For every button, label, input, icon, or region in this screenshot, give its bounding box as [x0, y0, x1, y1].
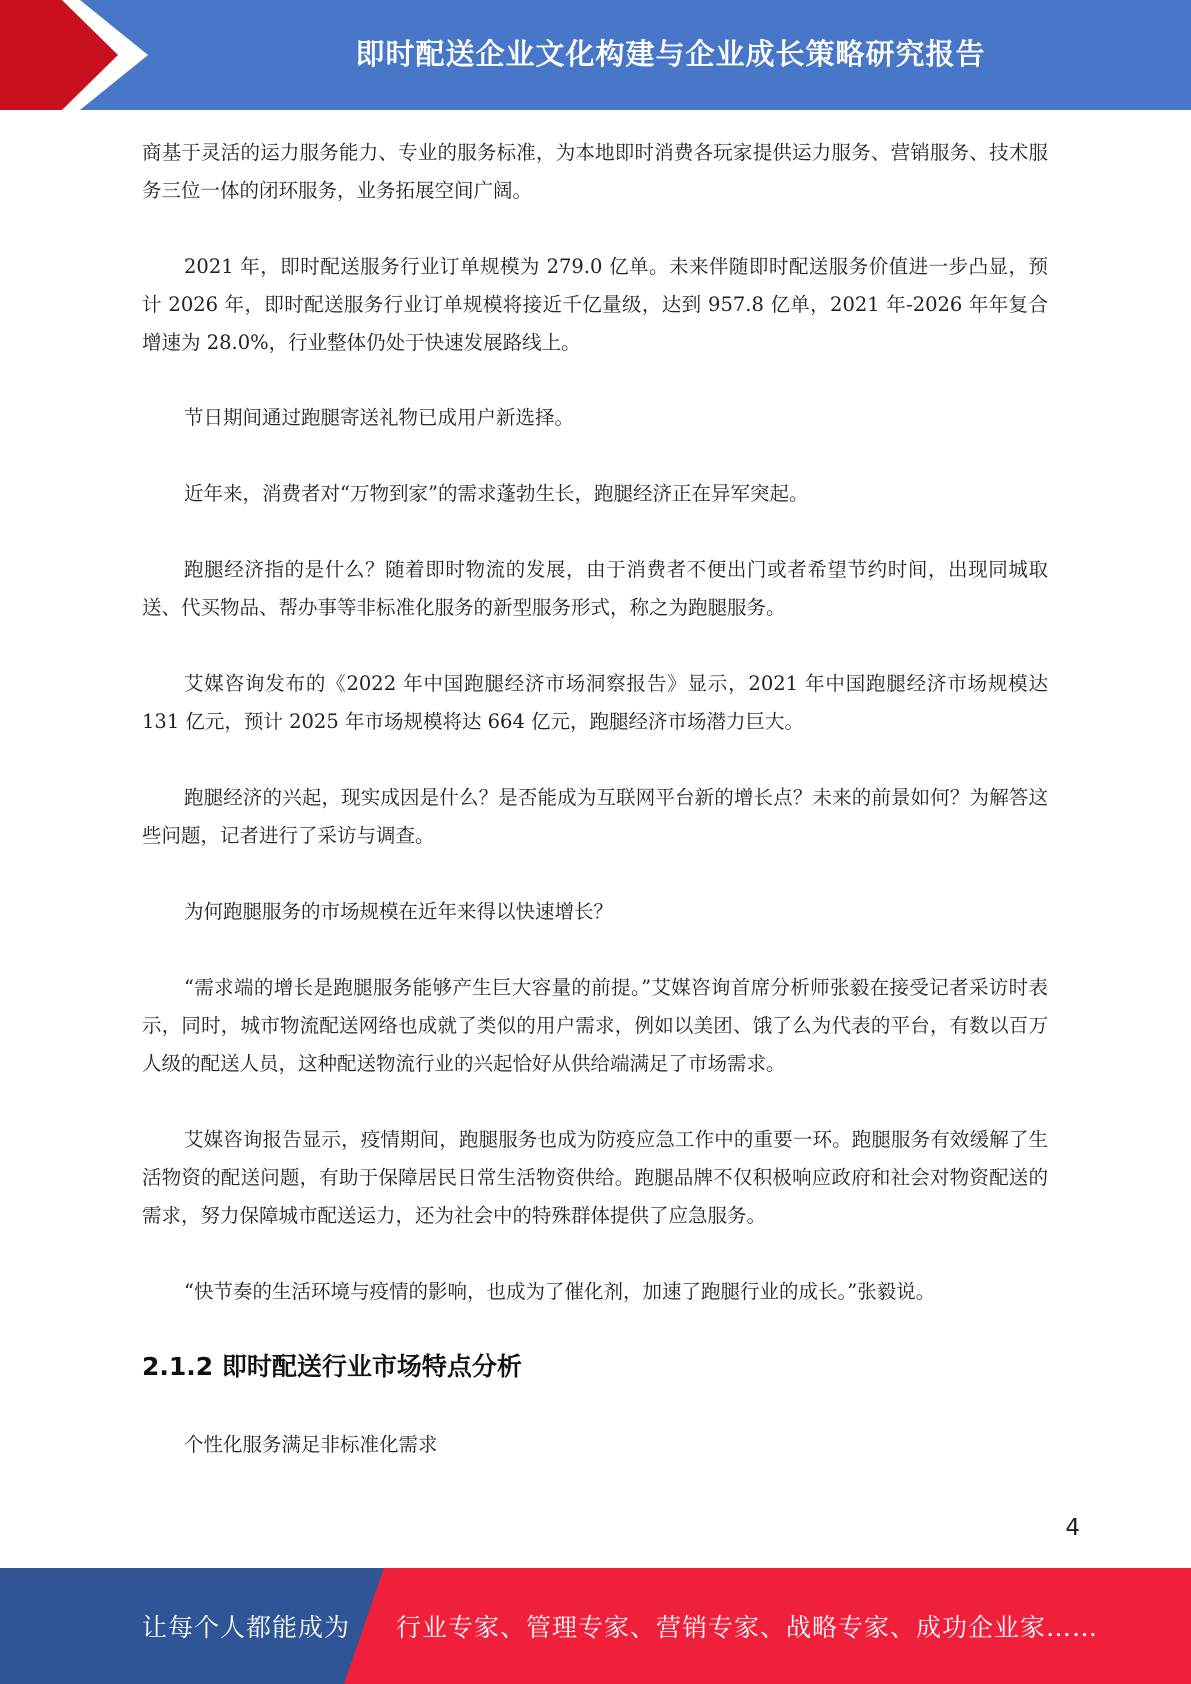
- paragraph-10: 艾媒咨询报告显示，疫情期间，跑腿服务也成为防疫应急工作中的重要一环。跑腿服务有效缓解了生活物资的配送问题，有助于保障居民日常生活物资供给。跑腿品牌不仅积极响应政府和社会对物资配送的需求，努力保障城市配送运力，还为社会中的特殊群体提供了应急服务。: [142, 1128, 1048, 1227]
- section-paragraph: 个性化服务满足非标准化需求: [184, 1433, 438, 1456]
- footer-slogan-right: 行业专家、管理专家、营销专家、战略专家、成功企业家……: [396, 1613, 1099, 1642]
- section-heading: 2.1.2 即时配送行业市场特点分析: [142, 1352, 522, 1381]
- paragraph-2: 2021 年，即时配送服务行业订单规模为 279.0 亿单。未来伴随即时配送服务价值进一步凸显，预计 2026 年，即时配送服务行业订单规模将接近千亿量级，达到 957.8 亿单，2021 年-2026 年年复合增速为 28.0%，行业整体仍处于快速发展路线上。: [142, 255, 1048, 354]
- paragraph-8: 为何跑腿服务的市场规模在近年来得以快速增长？: [184, 900, 614, 923]
- header-arrow-decoration: [0, 0, 160, 110]
- paragraph-5: 跑腿经济指的是什么？随着即时物流的发展，由于消费者不便出门或者希望节约时间，出现同城取送、代买物品、帮办事等非标准化服务的新型服务形式，称之为跑腿服务。: [142, 558, 1048, 619]
- page-number: 4: [1065, 1515, 1080, 1541]
- paragraph-11: “快节奏的生活环境与疫情的影响，也成为了催化剂，加速了跑腿行业的成长。”张毅说。: [184, 1280, 936, 1303]
- paragraph-4: 近年来，消费者对“万物到家”的需求蓬勃生长，跑腿经济正在异军突起。: [184, 482, 809, 505]
- paragraph-6: 艾媒咨询发布的《2022 年中国跑腿经济市场洞察报告》显示，2021 年中国跑腿经济市场规模达 131 亿元，预计 2025 年市场规模将达 664 亿元，跑腿经济市场潜力巨大。: [142, 672, 1048, 733]
- paragraph-1: 商基于灵活的运力服务能力、专业的服务标准，为本地即时消费各玩家提供运力服务、营销服务、技术服务三位一体的闭环服务，业务拓展空间广阔。: [142, 141, 1048, 202]
- paragraph-7: 跑腿经济的兴起，现实成因是什么？是否能成为互联网平台新的增长点？未来的前景如何？为解答这些问题，记者进行了采访与调查。: [142, 786, 1048, 847]
- page-header: [0, 0, 1191, 110]
- header-title: 即时配送企业文化构建与企业成长策略研究报告: [355, 36, 986, 71]
- footer-slogan-left: 让每个人都能成为: [142, 1613, 351, 1642]
- paragraph-9: “需求端的增长是跑腿服务能够产生巨大容量的前提。”艾媒咨询首席分析师张毅在接受记者采访时表示，同时，城市物流配送网络也成就了类似的用户需求，例如以美团、饿了么为代表的平台，有数以百万人级的配送人员，这种配送物流行业的兴起恰好从供给端满足了市场需求。: [142, 976, 1048, 1075]
- paragraph-3: 节日期间通过跑腿寄送礼物已成用户新选择。: [184, 406, 575, 429]
- page-footer: [0, 1568, 1191, 1684]
